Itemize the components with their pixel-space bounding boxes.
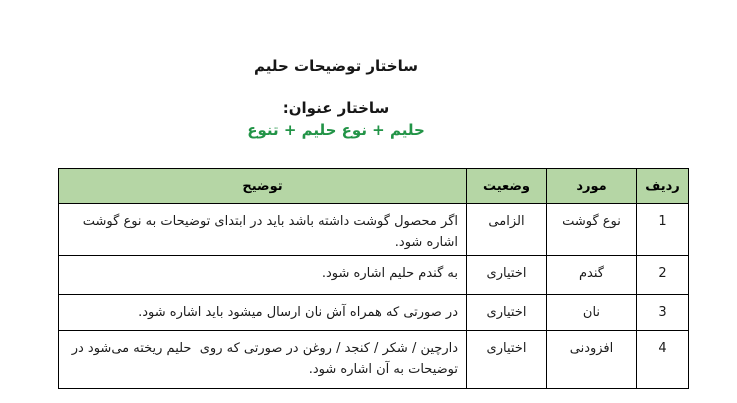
column-header-description: توضیح: [59, 169, 467, 204]
row-index: 3: [637, 295, 689, 331]
table-header-row: [59, 169, 689, 204]
table-row: [59, 295, 689, 331]
row-item: نوع گوشت: [547, 204, 637, 256]
column-header-status: وضعیت: [467, 169, 547, 204]
row-status: الزامی: [467, 204, 547, 256]
row-item: گندم: [547, 256, 637, 295]
row-index: 2: [637, 256, 689, 295]
doc-title: ساختار توضیحات حلیم: [253, 57, 419, 75]
row-item: افزودنی: [547, 331, 637, 389]
column-header-index: ردیف: [637, 169, 689, 204]
row-description: به گندم حلیم اشاره شود.: [59, 256, 467, 295]
row-index: 1: [637, 204, 689, 256]
table-row: [59, 204, 689, 256]
row-description: اگر محصول گوشت داشته باشد باید در ابتدای توضیحات به نوع گوشت اشاره شود.: [59, 204, 467, 256]
table-row: [59, 331, 689, 389]
row-description: در صورتی که همراه آش نان ارسال میشود باید اشاره شود.: [59, 295, 467, 331]
row-index: 4: [637, 331, 689, 389]
row-item: نان: [547, 295, 637, 331]
row-status: اختیاری: [467, 256, 547, 295]
row-status: اختیاری: [467, 295, 547, 331]
row-status: اختیاری: [467, 331, 547, 389]
title-formula: حلیم + نوع حلیم + تنوع: [247, 121, 425, 139]
row-description: دارچین / شکر / کنجد / روغن در صورتی که روی حلیم ریخته می‌شود در توضیحات به آن اشاره شود.: [59, 331, 467, 389]
halim-spec-table: [58, 168, 689, 389]
table-row: [59, 256, 689, 295]
column-header-item: مورد: [547, 169, 637, 204]
title-structure-label: ساختار عنوان:: [282, 99, 390, 117]
